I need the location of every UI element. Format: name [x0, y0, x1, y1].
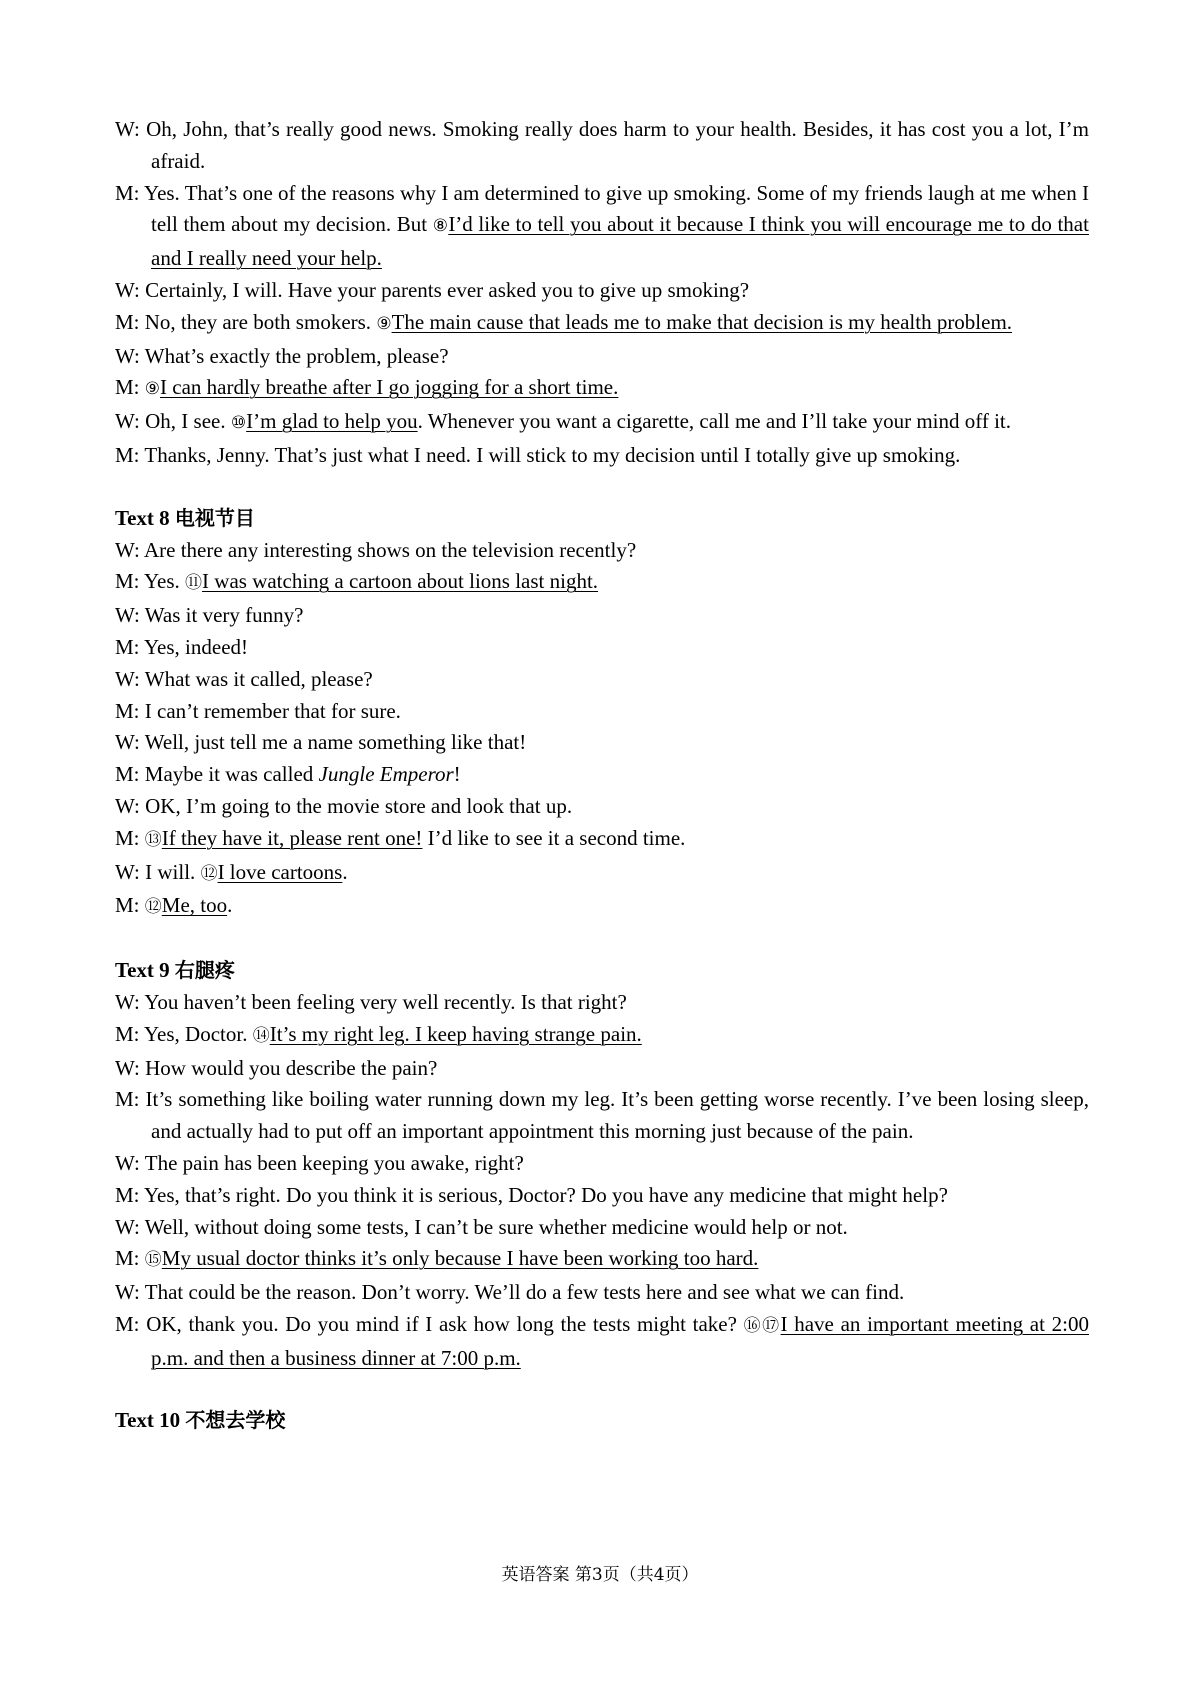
- dialogue-line: [115, 823, 1089, 857]
- dialogue-line: [115, 440, 1089, 472]
- answer-number-marker: ⑧: [432, 216, 449, 237]
- dialogue-text: OK, thank you. Do you mind if I ask how long the tests might take?: [139, 1311, 744, 1336]
- answer-underline-text: My usual doctor thinks it’s only because I have been working too hard.: [161, 1246, 759, 1271]
- speaker-label: W:: [115, 537, 140, 562]
- answer-underline-text: I have an important meeting at 2:00 p.m. and then a business dinner at 7:00 p.m.: [151, 1311, 1089, 1370]
- dialogue-text: The pain has been keeping you awake, right?: [139, 1150, 524, 1175]
- speaker-label: W:: [115, 989, 140, 1014]
- page-footer: 英语答案 第3页（共4页）: [501, 1565, 699, 1585]
- dialogue-text: How would you describe the pain?: [139, 1055, 438, 1080]
- dialogue-text: Was it very funny?: [139, 603, 304, 628]
- answer-underline-text: I’d like to tell you about it because I think you will encourage me to do that and I really need your help.: [151, 212, 1089, 271]
- dialogue-text: I will.: [139, 859, 201, 884]
- speaker-label: M:: [115, 825, 140, 850]
- dialogue-line: [115, 566, 1089, 600]
- title-italic-text: Jungle Emperor: [318, 762, 454, 787]
- speaker-label: W:: [115, 1055, 140, 1080]
- dialogue-line: [115, 727, 1089, 759]
- dialogue-text: Yes, indeed!: [139, 634, 249, 659]
- dialogue-line: [115, 372, 1089, 406]
- dialogue-text: Well, just tell me a name something like that!: [139, 730, 527, 755]
- dialogue-text: .: [342, 859, 348, 884]
- speaker-label: M:: [115, 375, 140, 400]
- answer-underline-text: Me, too: [161, 893, 228, 918]
- dialogue-text: What’s exactly the problem, please?: [139, 343, 449, 368]
- speaker-label: W:: [115, 793, 140, 818]
- dialogue-text: I can’t remember that for sure.: [139, 698, 401, 723]
- dialogue-line: [115, 114, 1089, 178]
- speaker-label: M:: [115, 569, 140, 594]
- dialogue-line: [115, 307, 1089, 341]
- speaker-label: M:: [115, 442, 140, 467]
- dialogue-text: .: [227, 893, 233, 918]
- dialogue-line: [115, 178, 1089, 275]
- text10-heading-cn: 不想去学校: [185, 1408, 286, 1433]
- speaker-label: M:: [115, 893, 140, 918]
- speaker-label: W:: [115, 409, 140, 434]
- dialogue-line: [115, 890, 1089, 924]
- dialogue-line: [115, 664, 1089, 696]
- dialogue-line: [115, 1180, 1089, 1212]
- speaker-label: W:: [115, 277, 140, 302]
- dialogue-text: Yes. That’s one of the reasons why I am determined to give up smoking. Some of my friends laugh at me when I tell them about my decision. But: [139, 180, 1089, 237]
- speaker-label: W:: [115, 603, 140, 628]
- dialogue-text: Thanks, Jenny. That’s just what I need. I will stick to my decision until I totally give up smoking.: [139, 442, 961, 467]
- speaker-label: W:: [115, 343, 140, 368]
- dialogue-text: . Whenever you want a cigarette, call me and I’ll take your mind off it.: [417, 409, 1012, 434]
- speaker-label: M:: [115, 762, 140, 787]
- dialogue-line: [115, 1084, 1089, 1148]
- dialogue-text: Yes, that’s right. Do you think it is serious, Doctor? Do you have any medicine that might help?: [139, 1182, 948, 1207]
- dialogue-text: It’s something like boiling water running down my leg. It’s been getting worse recently. I’ve been losing sleep, and actually had to put off an important appointment this morning just because of the pain.: [139, 1087, 1089, 1144]
- dialogue-text: I’d like to see it a second time.: [422, 825, 686, 850]
- speaker-label: W:: [115, 1150, 140, 1175]
- answer-underline-text: I can hardly breathe after I go jogging for a short time.: [160, 375, 619, 400]
- text10-heading-en: Text 10: [115, 1408, 181, 1433]
- speaker-label: M:: [115, 309, 140, 334]
- speaker-label: W:: [115, 730, 140, 755]
- speaker-label: M:: [115, 180, 140, 205]
- speaker-label: M:: [115, 1311, 140, 1336]
- answer-number-marker: ⑨: [144, 379, 161, 400]
- dialogue-line: [115, 341, 1089, 373]
- dialogue-text: Oh, I see.: [139, 409, 231, 434]
- dialogue-text: Are there any interesting shows on the television recently?: [139, 537, 637, 562]
- speaker-label: M:: [115, 1087, 140, 1112]
- dialogue-line: [115, 696, 1089, 728]
- dialogue-text: What was it called, please?: [139, 666, 373, 691]
- answer-underline-text: If they have it, please rent one!: [161, 825, 423, 850]
- dialogue-line: [115, 1277, 1089, 1309]
- dialogue-line: [115, 857, 1089, 891]
- text8-dialogue: [115, 535, 1089, 925]
- speaker-label: W:: [115, 117, 140, 141]
- answer-underline-text: I love cartoons: [217, 859, 343, 884]
- speaker-label: W:: [115, 1280, 140, 1305]
- speaker-label: M:: [115, 1021, 140, 1046]
- text8-heading-cn: 电视节目: [174, 505, 255, 530]
- speaker-label: W:: [115, 859, 140, 884]
- speaker-label: M:: [115, 698, 140, 723]
- dialogue-text: Yes, Doctor.: [139, 1021, 253, 1046]
- dialogue-text: Yes.: [139, 569, 186, 594]
- answer-number-marker: ⑪: [185, 573, 203, 594]
- dialogue-line: [115, 275, 1089, 307]
- dialogue-line: [115, 1309, 1089, 1375]
- dialogue-text: You haven’t been feeling very well recently. Is that right?: [139, 989, 627, 1014]
- answer-number-marker: ⑫: [200, 863, 218, 884]
- dialogue-text: Oh, John, that’s really good news. Smoking really does harm to your health. Besides, it has cost you a lot, I’m afraid.: [139, 117, 1089, 173]
- dialogue-line: [115, 1243, 1089, 1277]
- speaker-label: M:: [115, 634, 140, 659]
- speaker-label: M:: [115, 1182, 140, 1207]
- text9-heading: [115, 955, 1089, 987]
- dialogue-text: Maybe it was called: [139, 762, 319, 787]
- text9-heading-en: Text 9: [115, 958, 170, 983]
- text8-heading-en: Text 8: [115, 505, 170, 530]
- answer-underline-text: I was watching a cartoon about lions last night.: [202, 569, 599, 594]
- dialogue-line: [115, 1148, 1089, 1180]
- speaker-label: M:: [115, 1246, 140, 1271]
- answer-underline-text: It’s my right leg. I keep having strange pain.: [269, 1021, 642, 1046]
- dialogue-line: [115, 1212, 1089, 1244]
- dialogue-line: [115, 987, 1089, 1019]
- dialogue-line: [115, 1019, 1089, 1053]
- answer-number-marker: ⑩: [230, 413, 247, 434]
- answer-underline-text: The main cause that leads me to make that decision is my health problem.: [391, 309, 1013, 334]
- dialogue-line: [115, 632, 1089, 664]
- dialogue-line: [115, 406, 1089, 440]
- answer-number-marker: ⑭: [252, 1025, 270, 1046]
- dialogue-continued: [115, 114, 1089, 472]
- dialogue-text: Certainly, I will. Have your parents ever asked you to give up smoking?: [139, 277, 750, 302]
- text9-heading-cn: 右腿疼: [174, 958, 235, 983]
- text10-heading: [115, 1405, 1089, 1437]
- transcript: [115, 114, 1089, 1437]
- speaker-label: W:: [115, 666, 140, 691]
- speaker-label: W:: [115, 1214, 140, 1239]
- dialogue-line: [115, 759, 1089, 791]
- answer-number-marker: ⑯⑰: [743, 1315, 781, 1336]
- dialogue-text: OK, I’m going to the movie store and look that up.: [139, 793, 573, 818]
- dialogue-line: [115, 600, 1089, 632]
- answer-number-marker: ⑨: [376, 313, 392, 334]
- dialogue-line: [115, 535, 1089, 567]
- dialogue-text: No, they are both smokers.: [139, 309, 377, 334]
- text8-heading: [115, 503, 1089, 535]
- dialogue-text: !: [453, 762, 461, 787]
- answer-underline-text: I’m glad to help you: [246, 409, 418, 434]
- dialogue-line: [115, 1053, 1089, 1085]
- dialogue-line: [115, 791, 1089, 823]
- dialogue-text: Well, without doing some tests, I can’t be sure whether medicine would help or not.: [139, 1214, 848, 1239]
- dialogue-text: That could be the reason. Don’t worry. We’ll do a few tests here and see what we can find.: [139, 1280, 905, 1305]
- answer-number-marker: ⑫: [144, 897, 162, 918]
- answer-number-marker: ⑮: [144, 1250, 162, 1271]
- text9-dialogue: [115, 987, 1089, 1375]
- answer-number-marker: ⑬: [144, 829, 162, 850]
